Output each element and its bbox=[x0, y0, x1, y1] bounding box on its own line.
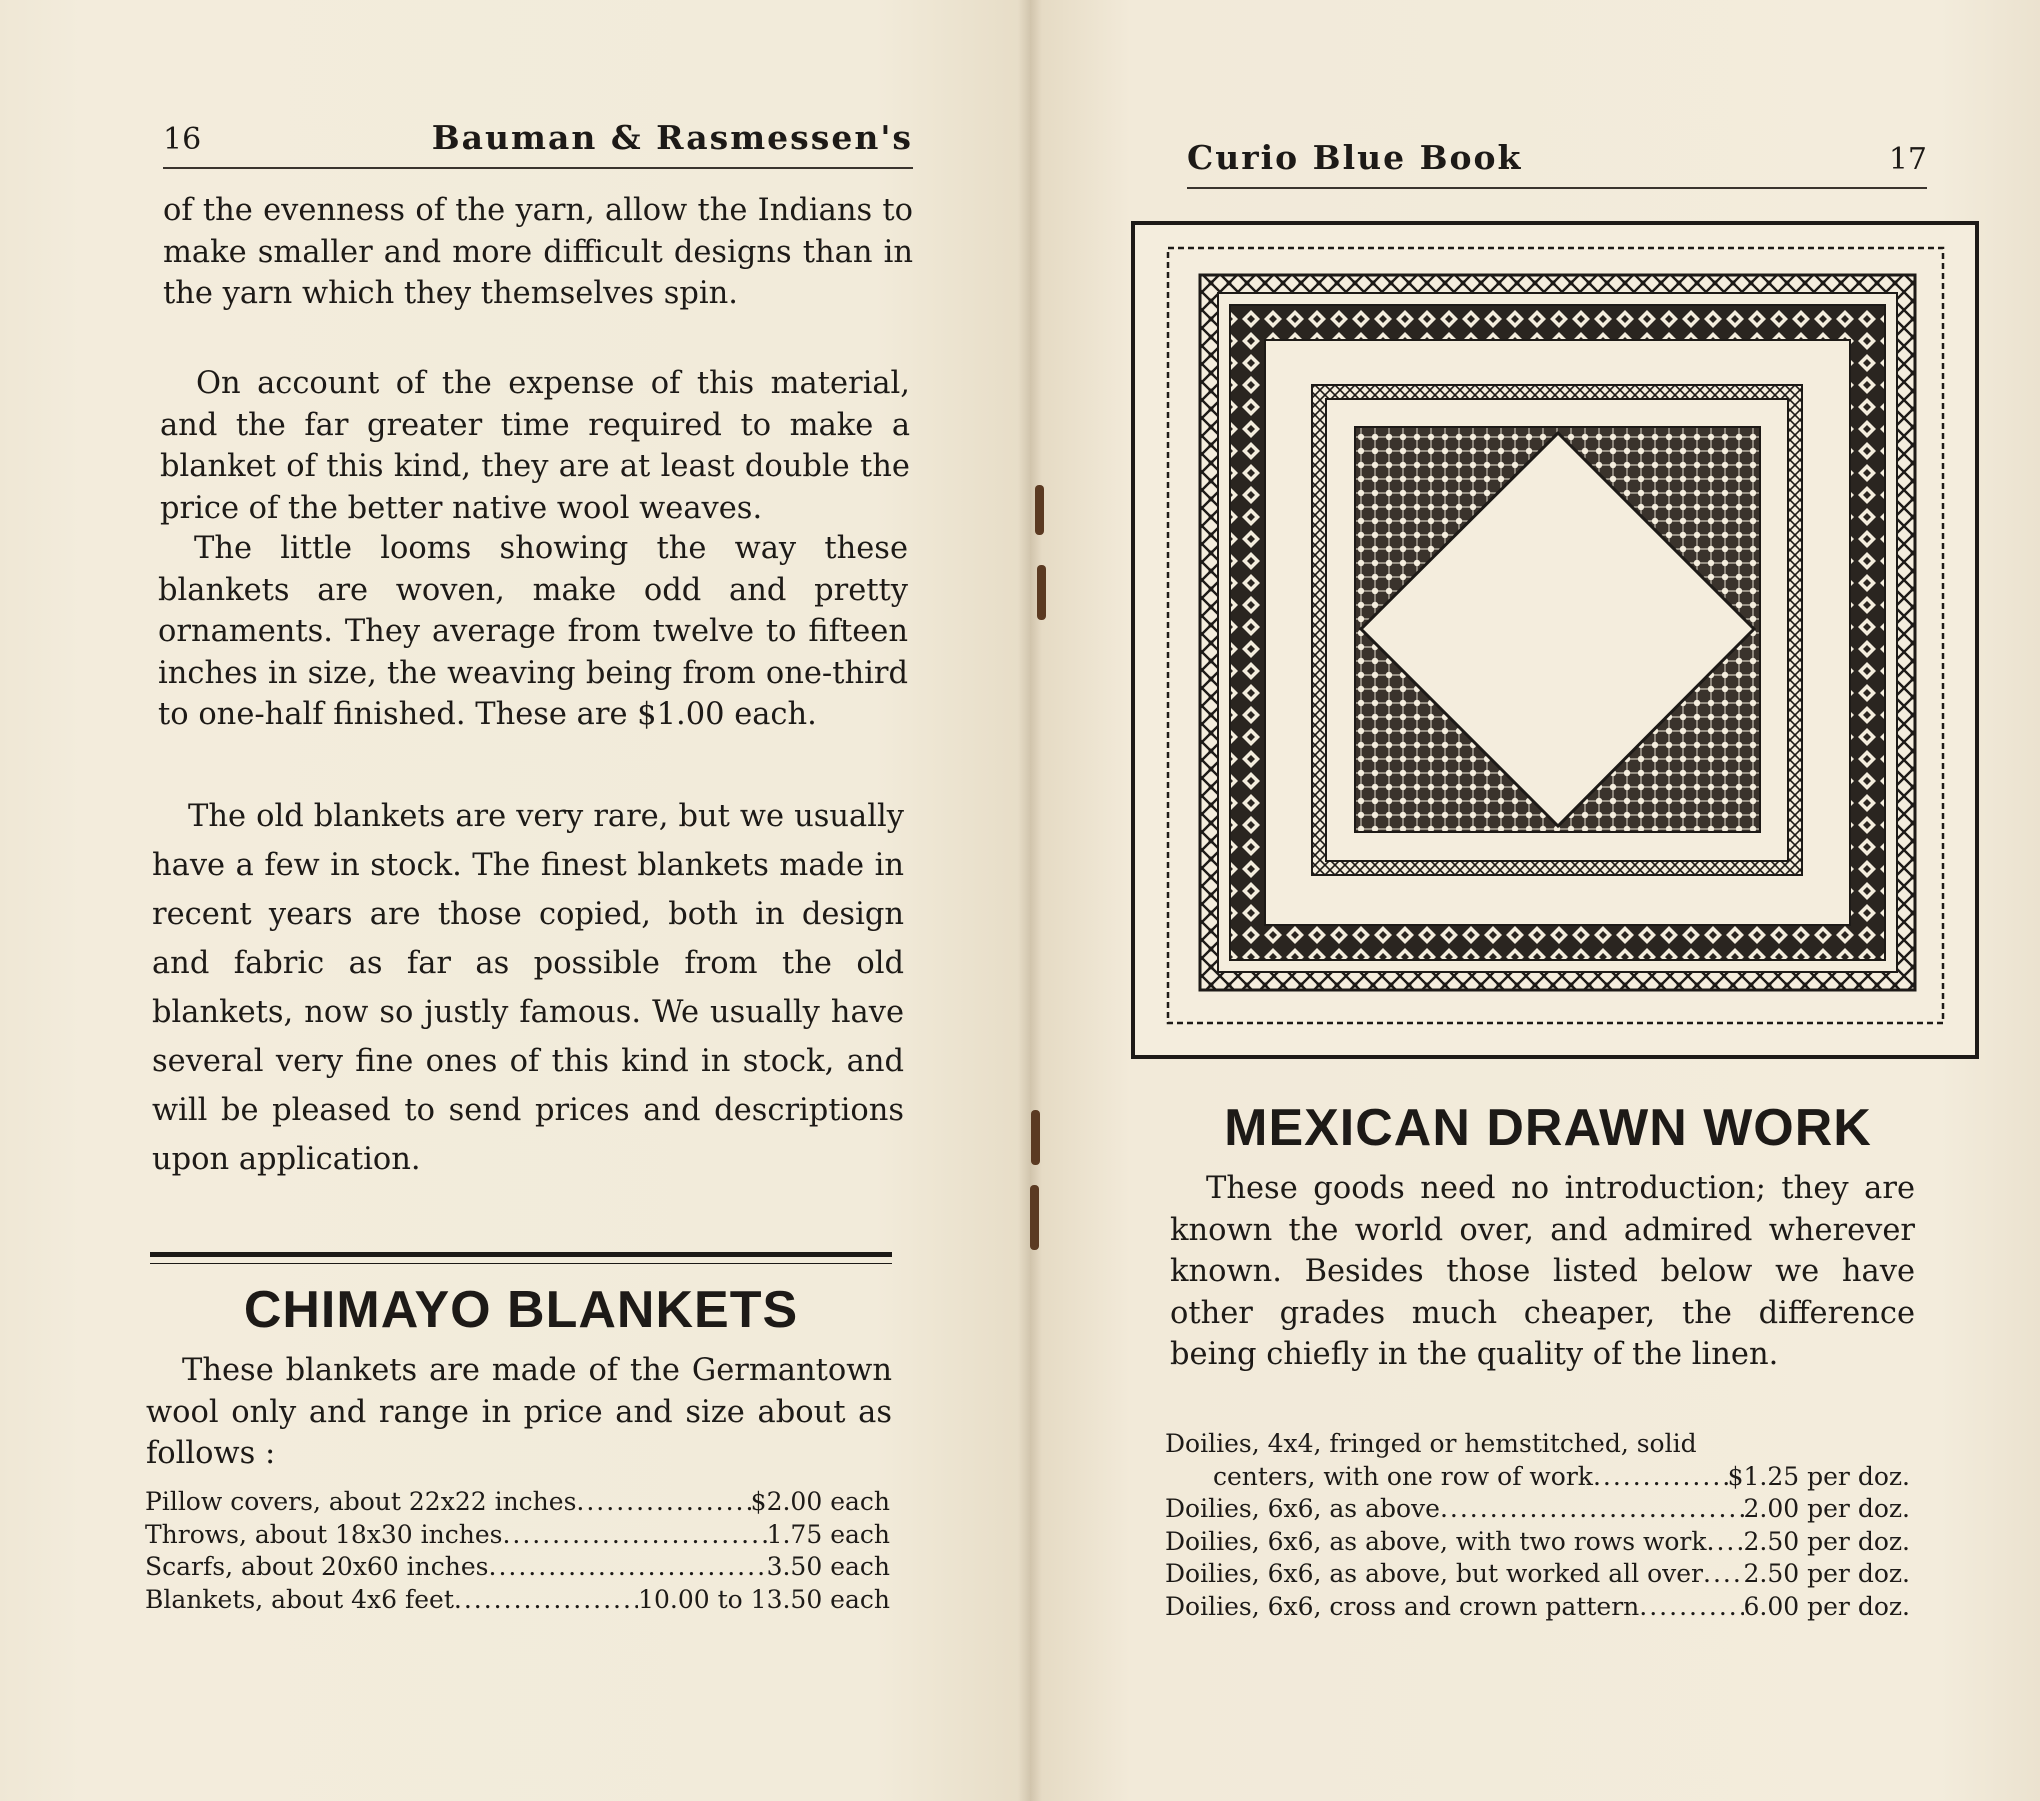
price-item: Doilies, 6x6, as above, but worked all over bbox=[1165, 1559, 1704, 1588]
price-item-first-line: Doilies, 4x4, fringed or hemstitched, solid bbox=[1165, 1429, 1697, 1458]
right-page-header bbox=[1187, 138, 1927, 189]
leader-dots bbox=[1707, 1526, 1744, 1559]
left-page-header bbox=[163, 118, 913, 169]
leader-dots bbox=[1703, 1558, 1744, 1591]
price-item: Doilies, 6x6, as above, with two rows work bbox=[1165, 1526, 1707, 1556]
section-intro: These goods need no introduction; they are known the world over, and admired wherever known. Besides those listed below we have other grades much cheaper, the difference being chiefly in the quality of the linen. bbox=[1170, 1171, 1915, 1372]
section-heading: MEXICAN DRAWN WORK bbox=[1224, 1099, 1872, 1157]
price-row bbox=[145, 1519, 890, 1552]
running-head: Curio Blue Book bbox=[1187, 138, 1523, 177]
drawn-work-doily-illustration bbox=[1130, 220, 1980, 1060]
running-head: Bauman & Rasmessen's bbox=[431, 118, 913, 157]
price-value: 3.50 each bbox=[766, 1552, 890, 1581]
paragraph: of the evenness of the yarn, allow the Indians to make smaller and more difficult designs than in the yarn which they themselves spin. bbox=[163, 193, 913, 311]
price-value: 2.50 per doz. bbox=[1743, 1526, 1910, 1556]
section-divider bbox=[150, 1252, 892, 1257]
binding-stitch bbox=[1035, 485, 1044, 535]
price-row bbox=[1165, 1526, 1910, 1559]
price-item: centers, with one row of work bbox=[1213, 1461, 1593, 1491]
price-row bbox=[145, 1584, 890, 1617]
binding-stitch bbox=[1030, 1185, 1039, 1250]
price-item: Pillow covers, about 22x22 inches bbox=[145, 1487, 577, 1516]
price-value: 2.50 per doz. bbox=[1743, 1559, 1910, 1588]
leader-dots bbox=[489, 1551, 767, 1584]
paragraph: The little looms showing the way these blankets are woven, make odd and pretty ornaments. They average from twelve to fifteen inches in size, the weaving being from one-third to one-half finished. These are $1.00 each. bbox=[158, 531, 908, 732]
book-gutter bbox=[1018, 0, 1042, 1801]
binding-stitch bbox=[1031, 1110, 1040, 1165]
price-value: 6.00 per doz. bbox=[1743, 1591, 1910, 1621]
paragraph: The old blankets are very rare, but we usually have a few in stock. The finest blankets made in recent years are those copied, both in design and fabric as far as possible from the old blankets, now so justly famous. We usually have several very fine ones of this kind in stock, and will be pleased to send prices and descriptions upon application. bbox=[152, 799, 904, 1177]
price-item: Doilies, 6x6, cross and crown pattern bbox=[1165, 1591, 1640, 1621]
chimayo-price-list bbox=[145, 1486, 890, 1616]
drawn-work-price-list bbox=[1165, 1428, 1910, 1623]
price-value: $2.00 each bbox=[750, 1487, 890, 1516]
price-item: Blankets, about 4x6 feet bbox=[145, 1584, 454, 1614]
leader-dots bbox=[502, 1519, 766, 1552]
section-intro: These blankets are made of the Germantown wool only and range in price and size about as follows : bbox=[146, 1353, 892, 1471]
binding-stitch bbox=[1037, 565, 1046, 620]
price-item: Doilies, 6x6, as above bbox=[1165, 1494, 1440, 1523]
price-row bbox=[1165, 1558, 1910, 1591]
section-divider-thin bbox=[150, 1263, 892, 1264]
price-item: Scarfs, about 20x60 inches bbox=[145, 1552, 489, 1581]
leader-dots bbox=[1593, 1461, 1728, 1494]
price-value: 2.00 per doz. bbox=[1743, 1494, 1910, 1523]
price-value: 10.00 to 13.50 each bbox=[638, 1584, 890, 1614]
price-value: 1.75 each bbox=[766, 1519, 890, 1549]
leader-dots bbox=[576, 1486, 750, 1519]
price-row bbox=[1165, 1591, 1910, 1624]
price-row bbox=[1165, 1461, 1910, 1494]
paragraph: On account of the expense of this material, and the far greater time required to make a blanket of this kind, they are at least double the price of the better native wool weaves. bbox=[160, 366, 910, 526]
leader-dots bbox=[454, 1584, 638, 1617]
price-row bbox=[145, 1551, 890, 1584]
page-number: 16 bbox=[163, 122, 202, 157]
price-row bbox=[145, 1486, 890, 1519]
leader-dots bbox=[1639, 1591, 1743, 1624]
price-item: Throws, about 18x30 inches bbox=[145, 1519, 503, 1549]
leader-dots bbox=[1440, 1493, 1744, 1526]
price-value: $1.25 per doz. bbox=[1727, 1461, 1910, 1491]
section-heading: CHIMAYO BLANKETS bbox=[243, 1281, 799, 1339]
price-row bbox=[1165, 1428, 1910, 1461]
page-number: 17 bbox=[1888, 142, 1927, 177]
price-row bbox=[1165, 1493, 1910, 1526]
